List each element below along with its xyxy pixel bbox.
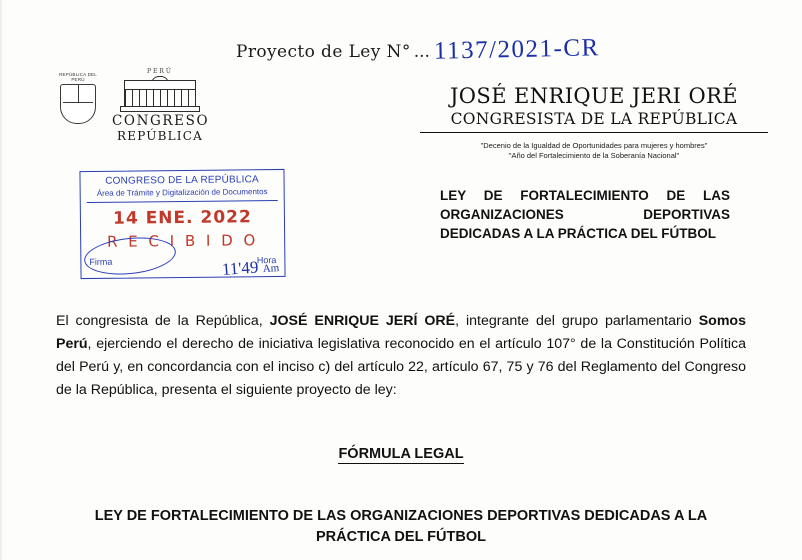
- header-slogan-line-2: "Año del Fortalecimiento de la Soberanía Nacional": [508, 151, 680, 160]
- stamp-hora-meridiem: Am: [262, 262, 280, 276]
- law-title-heading: LEY DE FORTALECIMIENTO DE LAS ORGANIZACIONES DEPORTIVAS DEDICADAS A LA PRÁCTICA DEL FÚTBOL: [440, 188, 730, 241]
- project-number-dots: ...: [413, 42, 430, 62]
- stamp-firma-label: Firma: [89, 256, 113, 267]
- formula-legal-text: FÓRMULA LEGAL: [338, 446, 464, 462]
- body-part-3: , ejerciendo el derecho de iniciativa legislativa reconocido en el artículo 107° de la Constitución Política del Perú y, en concordancia con el inciso c) del artículo 22, artículo 67, 75 y 76 del Reglamento del Congreso de la República, presenta el siguiente proyecto de ley:: [56, 336, 746, 399]
- shield-shape: [60, 84, 96, 124]
- body-part-2: , integrante del grupo parlamentario: [455, 313, 699, 330]
- congressman-name-heading: JOSÉ ENRIQUE JERI ORÉ: [449, 84, 739, 108]
- stamp-received-text: R E C I B I D O: [106, 231, 259, 251]
- header-divider: [420, 132, 768, 133]
- stamp-subtitle: Área de Trámite y Digitalización de Documentos: [96, 187, 268, 198]
- congress-logo-word-republica: REPÚBLICA: [117, 129, 203, 143]
- congress-logo: [112, 68, 208, 143]
- congressman-role-heading: CONGRESISTA DE LA REPÚBLICA: [450, 110, 738, 128]
- formula-legal-heading: [0, 446, 802, 462]
- page-edge-shadow: [0, 0, 3, 560]
- coat-of-arms-caption: REPÚBLICA DEL PERÚ: [59, 72, 97, 82]
- bottom-law-title: LEY DE FORTALECIMIENTO DE LAS ORGANIZACIONES DEPORTIVAS DEDICADAS A LA PRÁCTICA DEL FÚTBOL: [94, 508, 708, 545]
- body-paragraph: [56, 310, 746, 402]
- stamp-date: 14 ENE. 2022: [112, 207, 252, 229]
- header-slogan-line-1: "Decenio de la Igualdad de Oportunidades para mujeres y hombres": [480, 141, 708, 150]
- stamp-divider: [87, 200, 278, 203]
- peru-coat-of-arms-icon: [52, 72, 104, 132]
- body-part-1: El congresista de la República,: [56, 313, 270, 330]
- stamp-hora-label: Hora: [256, 255, 277, 266]
- stamp-title: CONGRESO DE LA REPÚBLICA: [105, 174, 259, 187]
- congressman-name-inline: JOSÉ ENRIQUE JERÍ ORÉ: [269, 313, 456, 330]
- party-name-inline: Somos Perú: [56, 313, 746, 353]
- project-number-handwritten: 1137/2021-CR: [433, 34, 600, 65]
- project-number-label: Proyecto de Ley N°: [236, 42, 411, 62]
- congress-logo-peru-label: PERÚ: [147, 68, 173, 75]
- congress-logo-word-congreso: CONGRESO: [112, 113, 210, 129]
- congress-building-icon: [118, 76, 202, 112]
- stamp-hora-value: 11'49 Am: [221, 257, 280, 279]
- project-number-line: [236, 36, 696, 72]
